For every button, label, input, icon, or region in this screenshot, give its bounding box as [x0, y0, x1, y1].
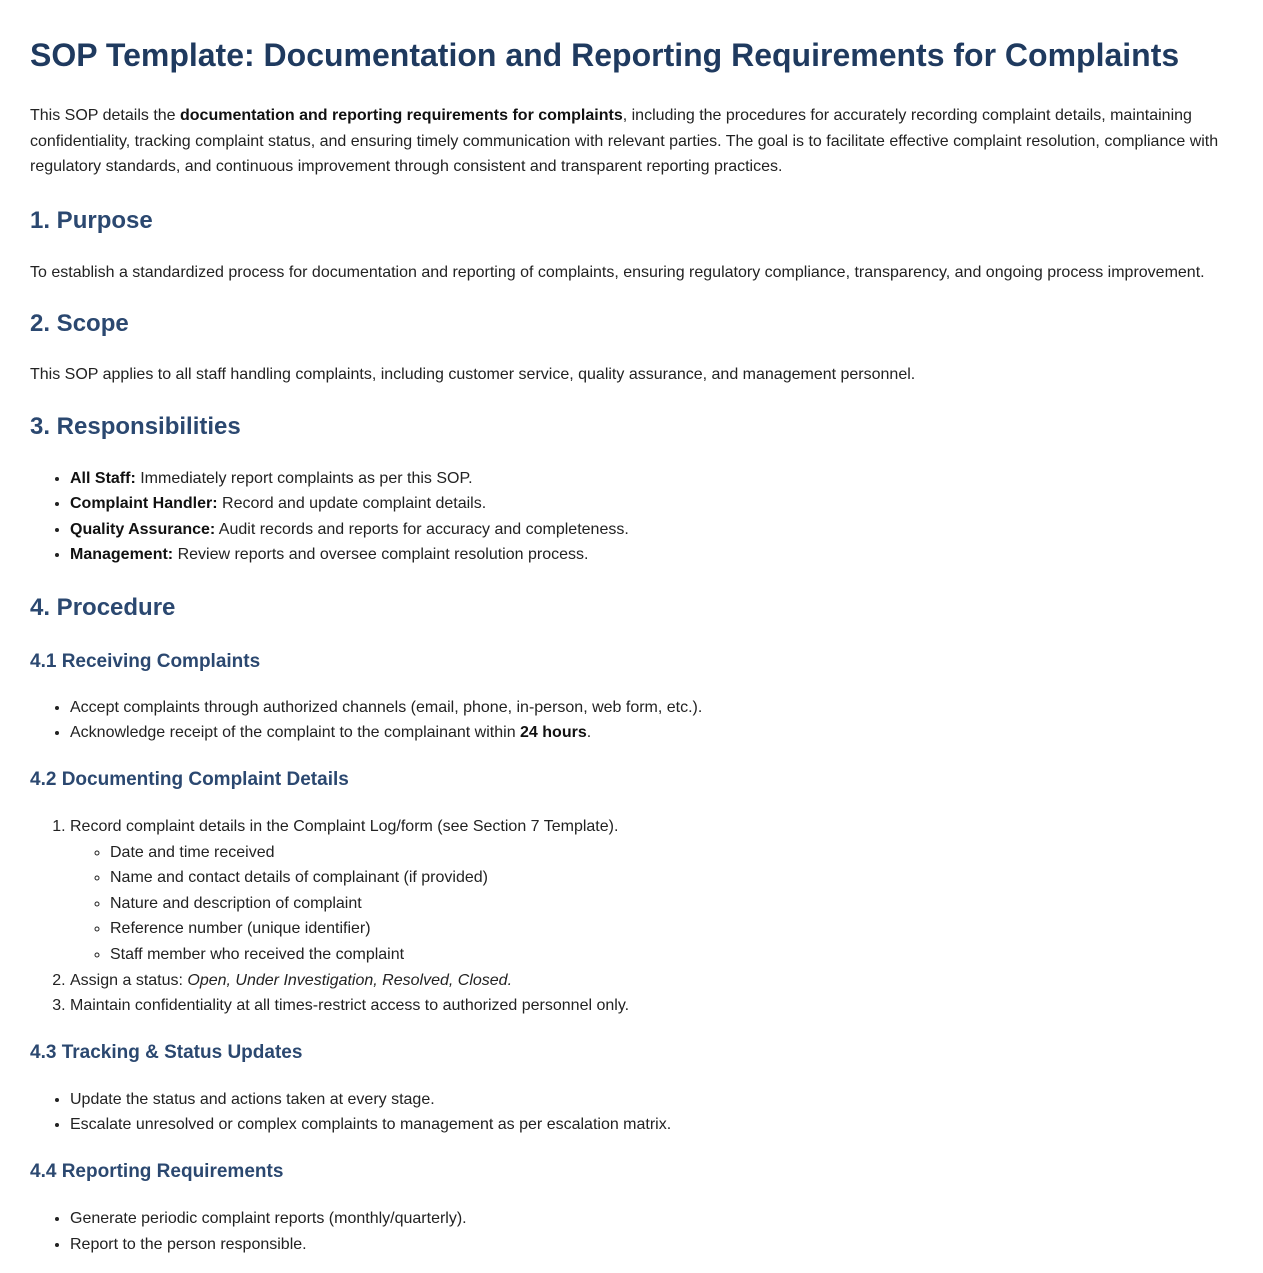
list-item: ◦ Date and time received [110, 840, 1233, 866]
list-item: ◦ Reference number (unique identifier) [110, 916, 1233, 942]
list-item: • Generate periodic complaint reports (monthly/quarterly). [70, 1206, 1233, 1232]
list-item: • Report to the person responsible. [70, 1232, 1233, 1258]
role-label: All Staff: [70, 469, 136, 487]
scope-text: This SOP applies to all staff handling complaints, including customer service, quality assurance, and management personnel. [30, 366, 916, 383]
role-description: Immediately report complaints as per this SOP. [135, 469, 473, 487]
section-heading-procedure: 4. Procedure [30, 593, 176, 621]
section-heading-purpose: 1. Purpose [30, 206, 153, 234]
list-item [70, 968, 1233, 994]
role-label: Management: [70, 546, 174, 564]
intro-text-before: This SOP details the [30, 107, 180, 124]
role-label: Complaint Handler: [70, 495, 218, 513]
purpose-text: To establish a standardized process for documentation and reporting of complaints, ensuring regulatory compliance, transparency, and ongoing process improvement. [30, 263, 1205, 281]
intro-paragraph [30, 103, 1233, 180]
list-item: ◦ Name and contact details of complainant (if provided) [110, 865, 1233, 891]
list-item: • Accept complaints through authorized channels (email, phone, in-person, web form, etc.). [70, 695, 1233, 721]
item-text-bold: 24 hours [520, 724, 587, 742]
subsection-heading-receiving: 4.1 Receiving Complaints [30, 650, 261, 672]
step-text: Assign a status: [70, 971, 188, 989]
list-item: • Update the status and actions taken at every stage. [70, 1087, 1233, 1113]
section-heading-responsibilities: 3. Responsibilities [30, 412, 241, 440]
subsection-heading-tracking: 4.3 Tracking & Status Updates [30, 1041, 303, 1063]
status-values: Open, Under Investigation, Resolved, Closed. [187, 971, 513, 989]
subsection-heading-documenting: 4.2 Documenting Complaint Details [30, 769, 349, 791]
section-heading-scope: 2. Scope [30, 310, 129, 337]
item-text: Acknowledge receipt of the complaint to the complainant within [70, 724, 521, 742]
list-item: ◦ Staff member who received the complaint [110, 942, 1233, 968]
role-description: Record and update complaint details. [217, 495, 487, 513]
complaint-details-sublist [70, 840, 1233, 968]
page-title: SOP Template: Documentation and Reporting Requirements for Complaints [30, 37, 1180, 73]
list-item [70, 814, 1233, 968]
role-label: Quality Assurance: [70, 520, 216, 538]
tracking-list [30, 1087, 1233, 1138]
list-item: • Escalate unresolved or complex complaints to management as per escalation matrix. [70, 1112, 1233, 1138]
item-text: . [586, 724, 592, 742]
list-item: ◦ Nature and description of complaint [110, 891, 1233, 917]
list-item [70, 542, 1233, 568]
step-text: Record complaint details in the Complaint Log/form (see Section 7 Template). [70, 818, 619, 836]
intro-text-bold: documentation and reporting requirements for complaints [180, 107, 623, 124]
list-item: 3. Maintain confidentiality at all times-restrict access to authorized personnel only. [70, 993, 1233, 1019]
list-item [70, 517, 1233, 543]
documenting-steps [30, 814, 1233, 1019]
role-description: Review reports and oversee complaint resolution process. [173, 546, 589, 564]
reporting-list [30, 1206, 1233, 1257]
subsection-heading-reporting: 4.4 Reporting Requirements [30, 1161, 284, 1182]
responsibilities-list [30, 466, 1233, 568]
list-item [70, 720, 1233, 746]
intro-text-after: , including the procedures for accurately recording complaint details, maintaining confidentiality, tracking complaint status, and ensuring timely communication with relevant parties. The goal is to facilitate effective complaint resolution, compliance with regulatory standards, and continuous improvement through consistent and transparent reporting practices. [30, 107, 1219, 175]
list-item [70, 466, 1233, 492]
receiving-list [30, 695, 1233, 746]
role-description: Audit records and reports for accuracy and completeness. [215, 520, 629, 538]
list-item [70, 491, 1233, 517]
document-page [0, 36, 1263, 1273]
